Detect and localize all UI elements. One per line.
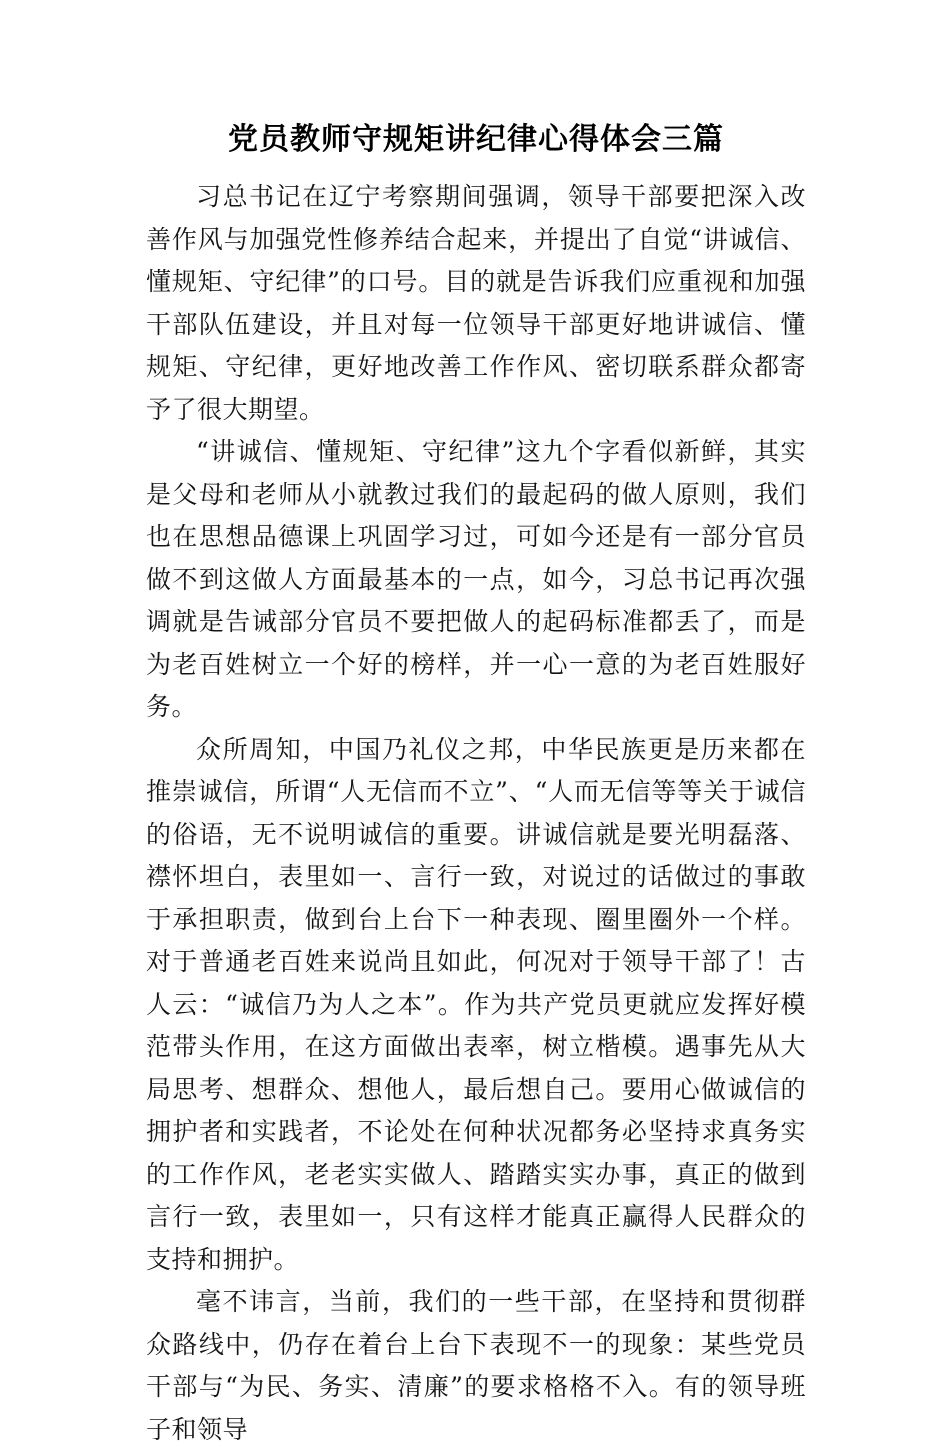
paragraph-3: 众所周知，中国乃礼仪之邦，中华民族更是历来都在推崇诚信，所谓“人无信而不立”、“人而无信等等关于诚信的俗语，无不说明诚信的重要。讲诚信就是要光明磊落、襟怀坦白，表里如一、言行一致，对说过的话做过的事敢于承担职责，做到台上台下一种表现、圈里圈外一个样。对于普通老百姓来说尚且如此，何况对于领导干部了！古人云：“诚信乃为人之本”。作为共产党员更就应发挥好模范带头作用，在这方面做出表率，树立楷模。遇事先从大局思考、想群众、想他人，最后想自己。要用心做诚信的拥护者和实践者，不论处在何种状况都务必坚持求真务实的工作作风，老老实实做人、踏踏实实办事，真正的做到言行一致，表里如一，只有这样才能真正赢得人民群众的支持和拥护。 (146, 734, 806, 1274)
paragraph-1: 习总书记在辽宁考察期间强调，领导干部要把深入改善作风与加强党性修养结合起来，并提出了自觉“讲诚信、懂规矩、守纪律”的口号。目的就是告诉我们应重视和加强干部队伍建设，并且对每一位领导干部更好地讲诚信、懂规矩、守纪律，更好地改善工作作风、密切联系群众都寄予了很大期望。 (146, 182, 806, 424)
document-title: 党员教师守规矩讲纪律心得体会三篇 (228, 122, 724, 157)
document-page (146, 118, 806, 1451)
paragraph-2: “讲诚信、懂规矩、守纪律”这九个字看似新鲜，其实是父母和老师从小就教过我们的最起码的做人原则，我们也在思想品德课上巩固学习过，可如今还是有一部分官员做不到这做人方面最基本的一点，如今，习总书记再次强调就是告诫部分官员不要把做人的起码标准都丢了，而是为老百姓树立一个好的榜样，并一心一意的为老百姓服好务。 (146, 437, 806, 721)
paragraph-4: 毫不讳言，当前，我们的一些干部，在坚持和贯彻群众路线中，仍存在着台上台下表现不一的现象：某些党员干部与“为民、务实、清廉”的要求格格不入。有的领导班子和领导 (146, 1287, 806, 1444)
